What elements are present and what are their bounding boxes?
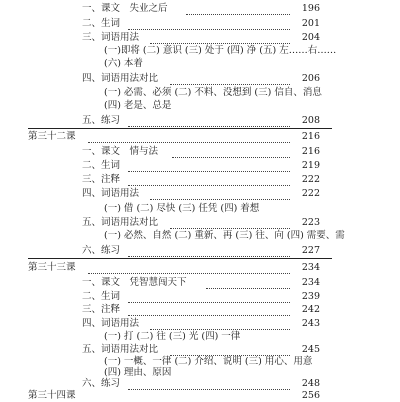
toc-entry-page: 222: [301, 173, 320, 185]
toc-entry-text[interactable]: 五、词语用法对比: [82, 216, 159, 228]
leader-dots: [170, 216, 290, 229]
toc-entry-page: 196: [301, 2, 320, 14]
toc-entry-text[interactable]: 六、练习: [82, 245, 121, 257]
leader-dots: [128, 244, 290, 257]
toc-entry-text[interactable]: 四、词语用法对比: [82, 73, 159, 85]
leader-dots: [172, 145, 290, 158]
toc-subitems: (一) 一概、一律 (二) 介绍、说明 (三) 用心、用意: [104, 356, 313, 368]
toc-entry-text[interactable]: 三、词语用法: [82, 31, 140, 43]
toc-entry-text[interactable]: 三、注释: [82, 173, 121, 185]
leader-dots: [150, 31, 290, 44]
toc-entry-page: 227: [301, 245, 320, 257]
toc-entry-text[interactable]: 四、词语用法: [82, 187, 140, 199]
leader-dots: [88, 130, 290, 143]
toc-entry-page: 208: [301, 114, 320, 126]
toc-subitems: (四) 理由、原因: [104, 367, 172, 379]
toc-entry-page: 234: [301, 276, 320, 288]
leader-dots: [128, 159, 290, 172]
toc-entry-page: 201: [301, 17, 320, 29]
toc-entry-page: 222: [301, 187, 320, 199]
leader-dots: [206, 276, 290, 289]
toc-subitems: (一)即将 (二) 意识 (三) 处于 (四) 净 (五) 左……右……: [104, 45, 337, 57]
toc-entry-page: 256: [301, 389, 320, 401]
toc-subitems: (六) 本着: [104, 58, 143, 70]
leader-dots: [128, 303, 290, 316]
toc-entry-page: 206: [301, 73, 320, 85]
toc-entry-text[interactable]: 五、练习: [82, 114, 121, 126]
leader-dots: [186, 2, 290, 15]
toc-entry-page: 216: [301, 146, 320, 158]
leader-dots: [128, 17, 290, 30]
toc-entry-text[interactable]: 三、注释: [82, 304, 121, 316]
lesson-heading[interactable]: 第三十四课: [28, 389, 76, 401]
leader-dots: [170, 72, 290, 85]
leader-dots: [150, 187, 290, 200]
toc-entry-text[interactable]: 六、练习: [82, 378, 121, 390]
toc-entry-text[interactable]: 一、课文 凭智慧闯天下: [82, 276, 187, 288]
leader-dots: [128, 377, 290, 390]
toc-entry-page: 204: [301, 31, 320, 43]
toc-entry-page: 223: [301, 216, 320, 228]
section-divider: [28, 258, 332, 259]
toc-subitems: (四) 老是、总是: [104, 99, 172, 111]
toc-entry-text[interactable]: 一、课文 情与法: [82, 146, 159, 158]
toc-entry-page: 219: [301, 160, 320, 172]
toc-entry-text[interactable]: 二、生词: [82, 290, 121, 302]
toc-entry-text[interactable]: 四、词语用法: [82, 318, 140, 330]
leader-dots: [128, 290, 290, 303]
toc-entry-page: 243: [301, 318, 320, 330]
toc-entry-page: 239: [301, 290, 320, 302]
toc-entry-page: 242: [301, 304, 320, 316]
toc-subitems: (一) 必然、自然 (二) 重新、再 (三) 往、向 (四) 需要、需: [104, 230, 345, 242]
leader-dots: [128, 114, 290, 127]
lesson-heading[interactable]: 第三十二课: [28, 131, 76, 143]
toc-subitems: (一) 打 (二) 往 (三) 光 (四) 一律: [104, 331, 241, 343]
toc-entry-page: 234: [301, 261, 320, 273]
section-divider: [28, 128, 332, 129]
toc-subitems: (一) 借 (二) 尽快 (三) 任凭 (四) 着想: [104, 202, 260, 214]
leader-dots: [88, 261, 290, 274]
leader-dots: [150, 317, 290, 330]
toc-entry-page: 216: [301, 131, 320, 143]
toc-entry-text[interactable]: 二、生词: [82, 17, 121, 29]
toc-entry-text[interactable]: 五、词语用法对比: [82, 344, 159, 356]
toc-entry-text[interactable]: 二、生词: [82, 160, 121, 172]
toc-entry-text[interactable]: 一、课文 失业之后: [82, 2, 168, 14]
toc-entry-page: 245: [301, 344, 320, 356]
lesson-heading[interactable]: 第三十三课: [28, 261, 76, 273]
toc-subitems: (一) 必需、必须 (二) 不料、没想到 (三) 信自、消息: [104, 87, 322, 99]
leader-dots: [128, 173, 290, 186]
toc-entry-page: 248: [301, 378, 320, 390]
